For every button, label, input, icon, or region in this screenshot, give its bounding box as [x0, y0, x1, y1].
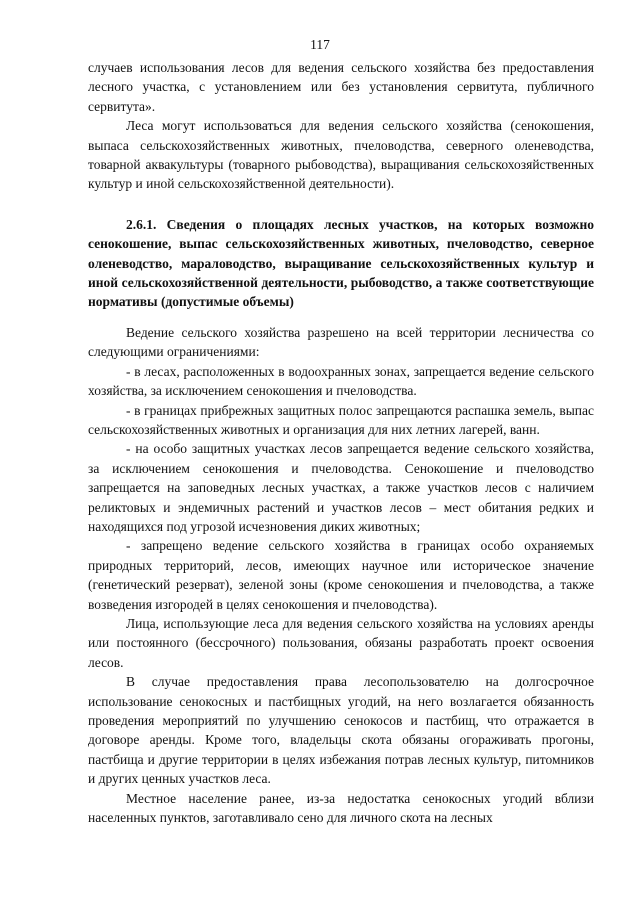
list-item-coastal-strips: - в границах прибрежных защитных полос запрещаются распашка земель, выпас сельскохозяйственных животных и организация для них летних лагерей, ванн. — [88, 402, 594, 437]
paragraph-long-term-use: В случае предоставления права лесопользователю на долгосрочное использование сенокосных и пастбищных угодий, на него возлагается обязанность проведения мероприятий по улучшению сенокосов и пастбищ, что отражается в договоре аренды. Кроме того, владельцы скота обязаны огораживать прогоны, пастбища и другие территории в целях избежания потрав лесных культур, питомников и других ценных участков леса. — [88, 674, 594, 787]
page-number: 117 — [310, 37, 330, 52]
paragraph-forest-uses: Леса могут использоваться для ведения сельского хозяйства (сенокошения, выпаса сельскохозяйственных животных, пчеловодства, северного оленеводства, товарной аквакультуры (товарного рыбоводства), выращивания сельскохозяйственных культур и иной сельскохозяйственной деятельности). — [88, 118, 594, 192]
page-body — [88, 58, 594, 827]
paragraph-permission: Ведение сельского хозяйства разрешено на всей территории лесничества со следующими ограничениями: — [88, 324, 594, 360]
paragraph-local-population: Местное население ранее, из-за недостатка сенокосных угодий вблизи населенных пунктов, заготавливало сено для личного скота на лесных — [88, 790, 594, 826]
list-item-water-protection: - в лесах, расположенных в водоохранных зонах, запрещается ведение сельского хозяйства, за исключением сенокошения и пчеловодства. — [88, 363, 594, 399]
list-item-protected-territories: - запрещено ведение сельского хозяйства в границах особо охраняемых природных территорий, лесов, имеющих научное или историческое значение (генетический резерват), зеленой зоны (кроме сенокошения и пчеловодства, а также возведения изгородей в целях сенокошения и пчеловодства). — [88, 538, 594, 612]
paragraph-development-project: Лица, использующие леса для ведения сельского хозяйства на условиях аренды или постоянного (бессрочного) пользования, обязаны разработать проект освоения лесов. — [88, 615, 594, 670]
list-item-protective-areas: - на особо защитных участках лесов запрещается ведение сельского хозяйства, за исключением сенокошения и пчеловодства. Сенокошение и пчеловодство запрещается на заповедных лесных участках, а также участков лесов с наличием реликтовых и эндемичных растений и участков лесов – мест обитания редких и находящихся под угрозой исчезновения диких животных; — [88, 441, 594, 534]
paragraph-continuation: случаев использования лесов для ведения сельского хозяйства без предоставления лесного участка, с установлением или без установления сервитута, публичного сервитута». — [88, 60, 594, 114]
section-heading: 2.6.1. Сведения о площадях лесных участков, на которых возможно сенокошение, выпас сельскохозяйственных животных, пчеловодство, северное оленеводство, мараловодство, выращивание сельскохозяйственных культур и иной сельскохозяйственной деятельности, рыбоводство, а также соответствующие нормативы (допустимые объемы) — [88, 216, 594, 310]
